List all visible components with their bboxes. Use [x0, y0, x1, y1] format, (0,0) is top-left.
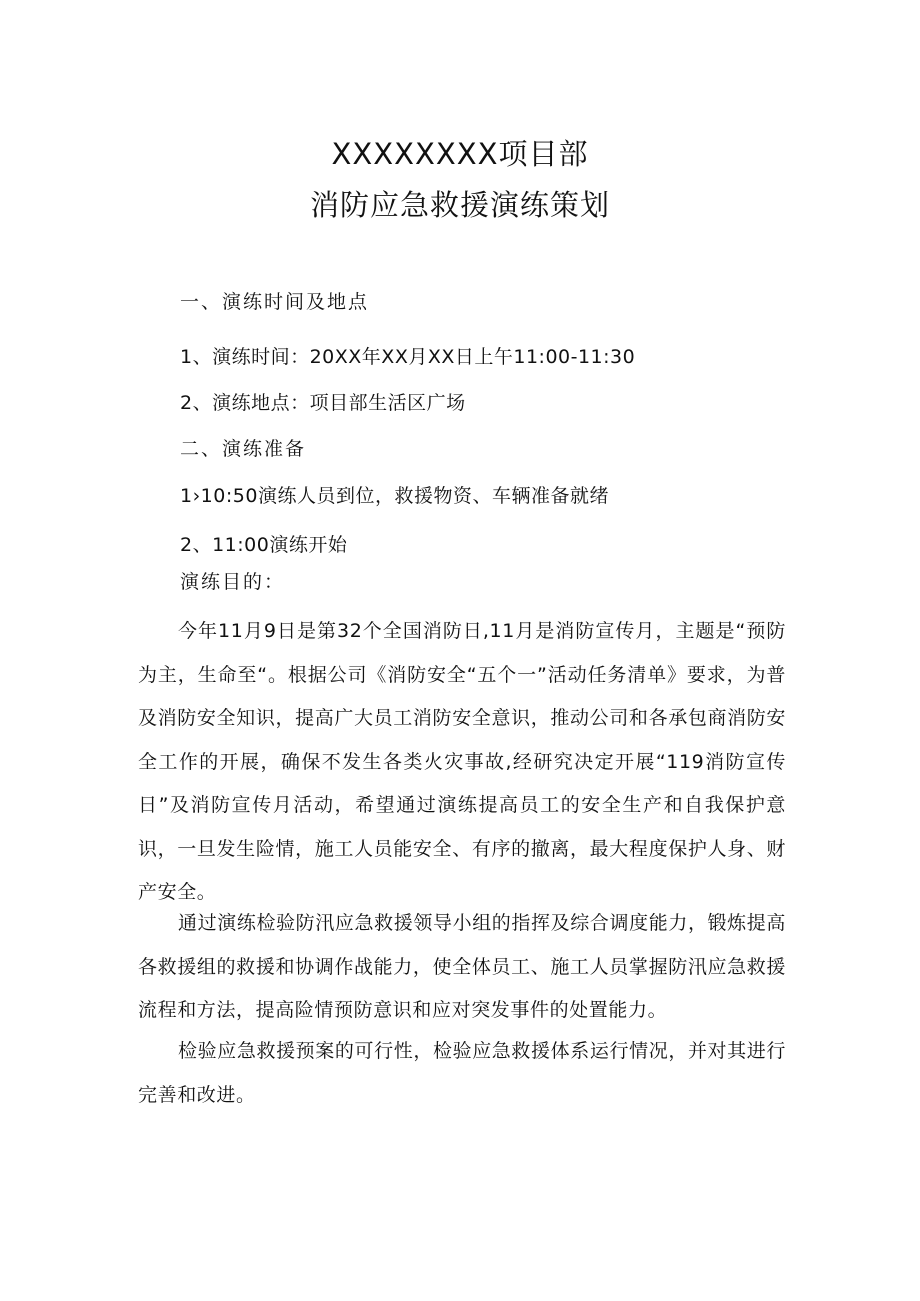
section-heading-time-place: 一、演练时间及地点	[180, 291, 370, 313]
section-heading-purpose: 演练目的：	[180, 571, 286, 593]
item-drill-place: 2、演练地点：项目部生活区广场	[180, 392, 466, 414]
item-drill-time: 1、演练时间：20XX年XX月XX日上午11:00-11:30	[180, 346, 636, 368]
section-heading-preparation: 二、演练准备	[180, 438, 307, 460]
paragraph-objective-capability: 通过演练检验防汛应急救援领导小组的指挥及综合调度能力，锻炼提高各救援组的救援和协调作战能力，使全体员工、施工人员掌握防汛应急救援流程和方法，提高险情预防意识和应对突发事件的处置能力。	[138, 912, 786, 1021]
item-personnel-ready: 1›10:50演练人员到位，救援物资、车辆准备就绪	[180, 485, 609, 507]
document-title-plan: 消防应急救援演练策划	[309, 188, 610, 222]
title-block-1	[0, 134, 920, 174]
document-title-project: XXXXXXXX项目部	[331, 137, 589, 171]
item-drill-start: 2、11:00演练开始	[180, 534, 348, 556]
paragraph-objective-plan-check: 检验应急救援预案的可行性，检验应急救援体系运行情况，并对其进行完善和改进。	[138, 1040, 786, 1106]
title-block-2	[0, 185, 920, 225]
paragraph-background: 今年11月9日是第32个全国消防日,11月是消防宣传月，主题是“预防为主，生命至“。根据公司《消防安全“五个一”活动任务清单》要求，为普及消防安全知识，提高广大员工消防安全意识，推动公司和各承包商消防安全工作的开展，确保不发生各类火灾事故,经研究决定开展“119消防宣传日”及消防宣传月活动，希望通过演练提高员工的安全生产和自我保护意识，一旦发生险情，施工人员能安全、有序的撤离，最大程度保护人身、财产安全。	[138, 620, 786, 903]
